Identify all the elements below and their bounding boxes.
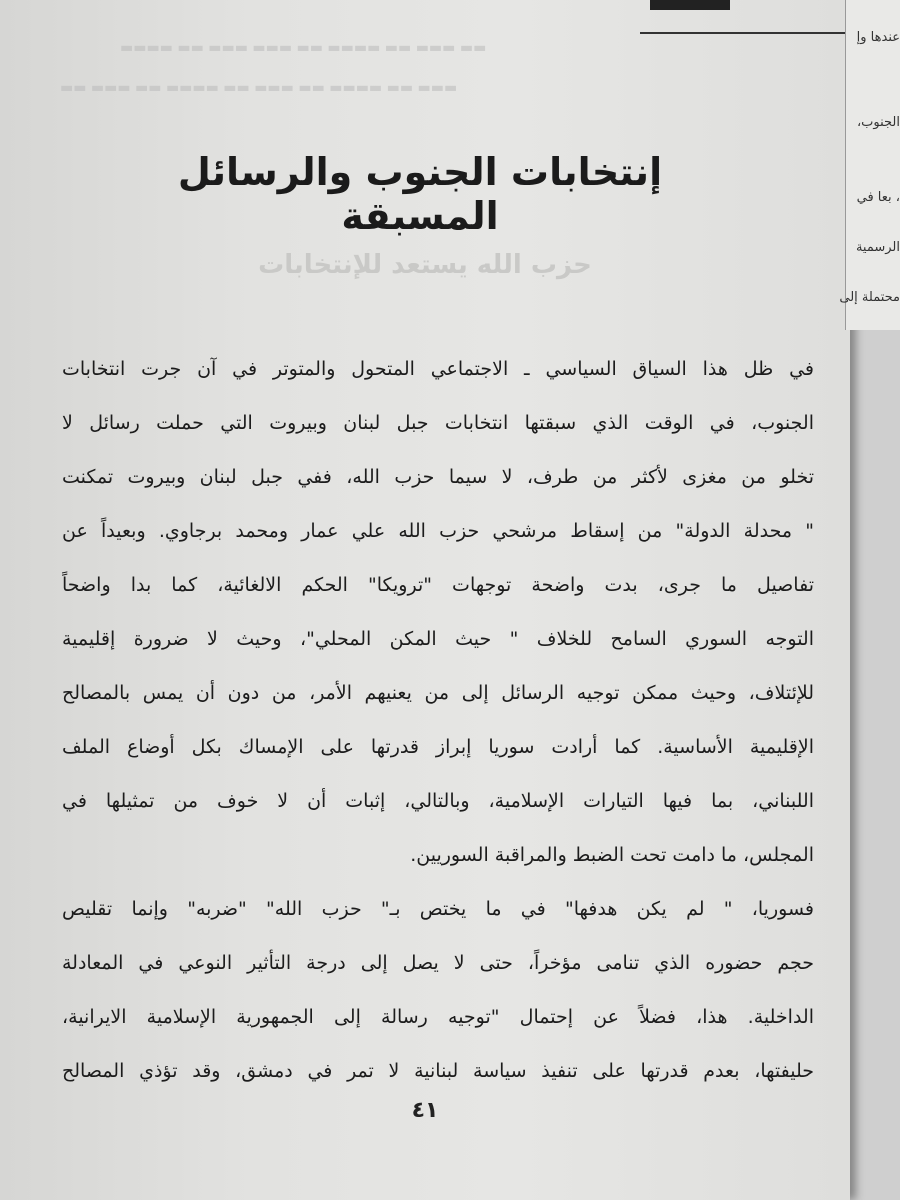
text-line: تفاصيل ما جرى، بدت واضحة توجهات "ترويكا" الحكم الالغائية، كما بدا واضحاً <box>62 574 814 596</box>
text-line: فسوريا، " لم يكن هدفها" في ما يختص بـ" حزب الله" "ضربه" وإنما تقليص <box>62 898 814 920</box>
text-line: اللبناني، بما فيها التيارات الإسلامية، وبالتالي، إثبات أن لا خوف من تمثيلها في <box>62 790 814 812</box>
text-line: التوجه السوري السامح للخلاف " حيث المكن المحلي"، وحيث لا ضرورة إقليمية <box>62 628 814 650</box>
page-number: ٤١ <box>411 1098 439 1123</box>
text-line: المجلس، ما دامت تحت الضبط والمراقبة السوريين. <box>410 844 814 866</box>
text-line: تخلو من مغزى لأكثر من طرف، لا سيما حزب الله، ففي جبل لبنان وبيروت تمكنت <box>62 466 814 488</box>
body-text <box>62 342 814 1098</box>
edge-text-fragment: الرسمية <box>855 240 900 255</box>
text-line: حليفتها، بعدم قدرتها على تنفيذ سياسة لبنانية لا تمر في دمشق، وقد تؤذي المصالح <box>62 1060 814 1082</box>
header-rule <box>640 32 850 34</box>
chapter-title: إنتخابات الجنوب والرسائل المسبقة <box>177 150 663 238</box>
edge-text-fragment: محتملة إلى <box>839 290 900 305</box>
text-line: للإئتلاف، وحيث ممكن توجيه الرسائل إلى من يعنيهم الأمر، من دون أن يمس بالمصالح <box>62 682 814 704</box>
paragraph <box>62 342 814 882</box>
text-line: " محدلة الدولة" من إسقاط مرشحي حزب الله علي عمار ومحمد برجاوي. وبعيداً عن <box>62 520 814 542</box>
adjacent-page-edge <box>839 0 900 330</box>
text-line: الإقليمية الأساسية. كما أرادت سوريا إبراز قدرتها على الإمساك بكل أوضاع الملف <box>62 736 814 758</box>
bleed-through-text: ▬▬ ▬▬▬ ▬▬ ▬▬▬▬ ▬▬ ▬▬▬ ▬▬▬ ▬▬ ▬▬▬▬ <box>120 40 487 56</box>
text-line: الداخلية. هذا، فضلاً عن إحتمال "توجيه رسالة إلى الجمهورية الإسلامية الايرانية، <box>62 1006 814 1028</box>
edge-text-fragment: الجنوب، <box>856 115 900 130</box>
paragraph <box>62 882 814 1098</box>
faint-subheading: حزب الله يستعد للإنتخابات <box>258 250 592 280</box>
text-line: في ظل هذا السياق السياسي ـ الاجتماعي المتحول والمتوتر في آن جرت انتخابات <box>62 358 814 380</box>
text-line: حجم حضوره الذي تنامى مؤخراً، حتى لا يصل إلى درجة التأثير النوعي في المعادلة <box>62 952 814 974</box>
text-line: الجنوب، في الوقت الذي سبقتها انتخابات جبل لبنان وبيروت التي حملت رسائل لا <box>62 412 814 434</box>
header-tab-mark <box>650 0 730 10</box>
bleed-through-text: ▬▬▬ ▬▬ ▬▬▬▬ ▬▬ ▬▬▬ ▬▬ ▬▬▬▬ ▬▬ ▬▬▬ ▬▬ <box>60 80 458 96</box>
edge-text-fragment: ، بعا في <box>856 190 900 205</box>
edge-text-fragment: عندها وإ <box>856 30 900 45</box>
